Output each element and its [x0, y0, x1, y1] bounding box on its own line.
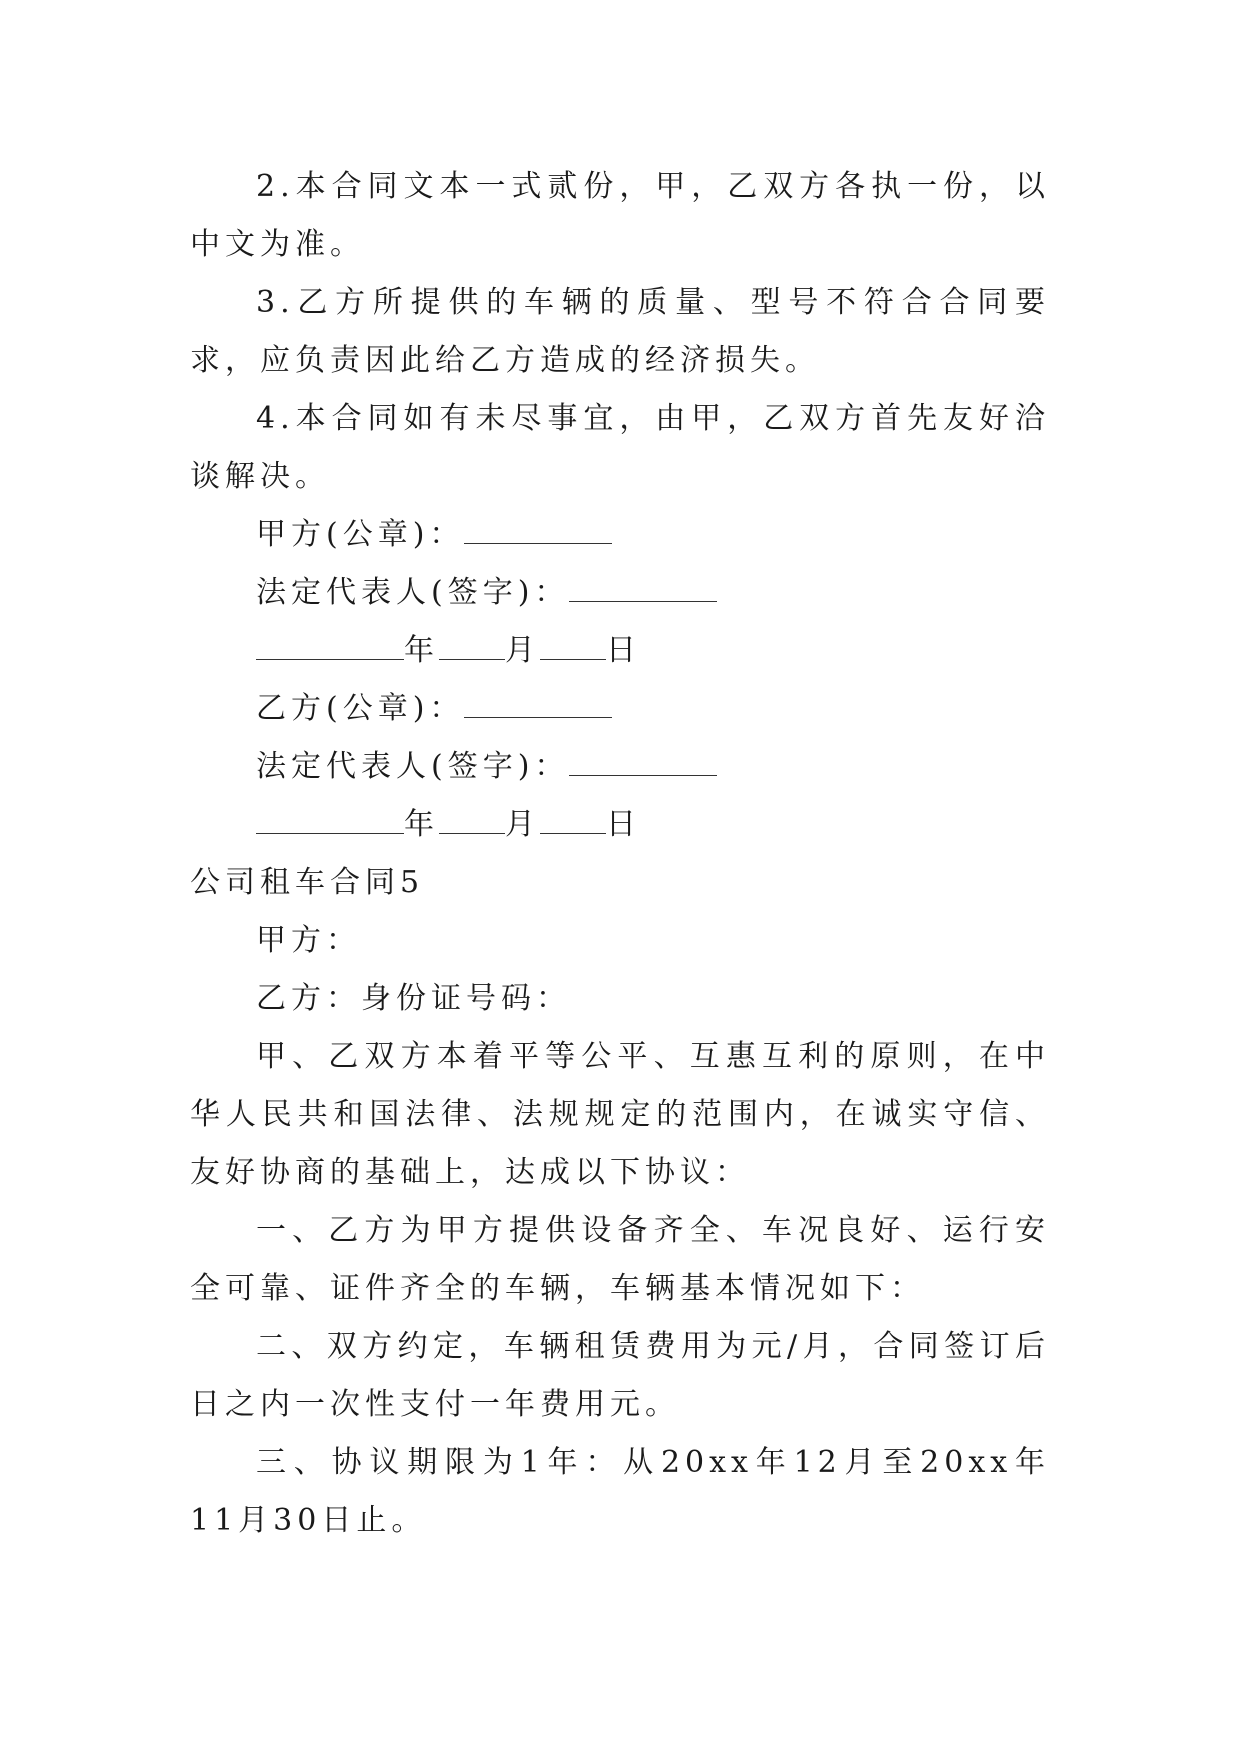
party-b-month-label: 月 — [505, 807, 540, 842]
party-a-rep-line — [190, 564, 1050, 622]
party-a-day-blank — [540, 631, 606, 660]
party-b-year-label: 年 — [404, 807, 439, 842]
party-a-seal-label: 甲方(公章)： — [256, 517, 465, 552]
party-a-year-blank — [256, 631, 404, 660]
clause-4: 4.本合同如有未尽事宜，由甲，乙双方首先友好洽谈解决。 — [190, 401, 1050, 494]
party-b-rep-label: 法定代表人(签字)： — [256, 749, 570, 784]
party-a-day-label: 日 — [606, 633, 641, 668]
party-b-seal-blank — [464, 689, 612, 718]
preamble-paragraph: 甲、乙双方本着平等公平、互惠互利的原则，在中华人民共和国法律、法规规定的范围内，在诚实守信、友好协商的基础上，达成以下协议： — [190, 1039, 1050, 1190]
article-3: 三、协议期限为1年：从20xx年12月至20xx年11月30日止。 — [190, 1445, 1050, 1538]
party-a-month-blank — [439, 631, 505, 660]
party-b-day-label: 日 — [606, 807, 641, 842]
clause-3: 3.乙方所提供的车辆的质量、型号不符合合同要求，应负责因此给乙方造成的经济损失。 — [190, 285, 1050, 378]
party-b-year-blank — [256, 805, 404, 834]
clause-2: 2.本合同文本一式贰份，甲，乙双方各执一份，以中文为准。 — [190, 169, 1050, 262]
party-b-day-blank — [540, 805, 606, 834]
party-b-rep-line — [190, 738, 1050, 796]
party-a-seal-blank — [464, 515, 612, 544]
party-a-rep-blank — [569, 573, 717, 602]
article-1: 一、乙方为甲方提供设备齐全、车况良好、运行安全可靠、证件齐全的车辆，车辆基本情况如下： — [190, 1213, 1050, 1306]
party-b-label: 乙方：身份证号码： — [256, 981, 571, 1016]
party-a-date-line — [190, 622, 1050, 680]
section-title: 公司租车合同5 — [190, 865, 425, 900]
party-b-rep-blank — [569, 747, 717, 776]
party-a-seal-line — [190, 506, 1050, 564]
document-body — [190, 158, 1050, 1550]
party-a-year-label: 年 — [404, 633, 439, 668]
party-a-label: 甲方： — [256, 923, 361, 958]
article-2: 二、双方约定，车辆租赁费用为元/月，合同签订后日之内一次性支付一年费用元。 — [190, 1329, 1050, 1422]
party-b-month-blank — [439, 805, 505, 834]
party-b-seal-line — [190, 680, 1050, 738]
party-b-date-line — [190, 796, 1050, 854]
party-b-seal-label: 乙方(公章)： — [256, 691, 465, 726]
party-a-month-label: 月 — [505, 633, 540, 668]
party-a-rep-label: 法定代表人(签字)： — [256, 575, 570, 610]
